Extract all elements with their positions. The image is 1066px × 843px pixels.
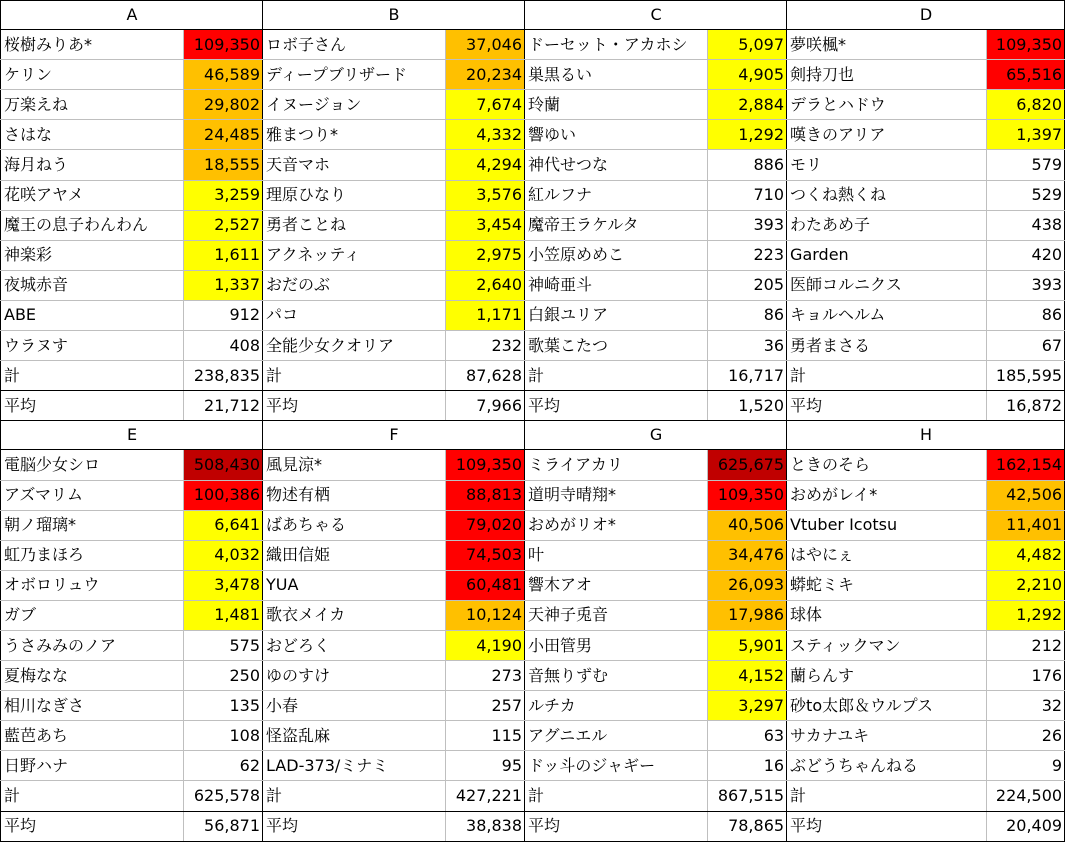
value-cell[interactable]: 212 [987,630,1065,660]
name-cell[interactable]: ときのそら [787,450,987,480]
name-cell[interactable]: 風見涼* [263,450,446,480]
average-value[interactable]: 38,838 [446,811,525,841]
total-value[interactable]: 867,515 [708,781,787,811]
value-cell[interactable]: 575 [184,630,263,660]
average-row [1,391,1065,421]
name-cell[interactable]: 小春 [263,691,446,721]
name-cell[interactable]: 天神子兎音 [525,600,708,630]
name-cell[interactable]: 玲蘭 [525,90,708,120]
total-label[interactable]: 計 [787,781,987,811]
name-cell[interactable]: 剣持刀也 [787,60,987,90]
value-cell[interactable]: 108 [184,721,263,751]
name-cell[interactable]: 万楽えね [1,90,184,120]
value-cell[interactable]: 710 [708,180,787,210]
average-value[interactable]: 56,871 [184,811,263,841]
name-cell[interactable]: おだのぶ [263,270,446,300]
value-cell[interactable]: 4,905 [708,60,787,90]
table-row [1,180,1065,210]
average-label[interactable]: 平均 [787,391,987,421]
name-cell[interactable]: 小笠原めめこ [525,240,708,270]
total-label[interactable]: 計 [1,361,184,391]
value-cell[interactable]: 1,171 [446,300,525,330]
group-header[interactable]: G [525,421,787,450]
value-cell[interactable]: 79,020 [446,510,525,540]
name-cell[interactable]: モリ [787,150,987,180]
name-cell[interactable]: 物述有栖 [263,480,446,510]
name-cell[interactable]: 神楽彩 [1,240,184,270]
value-cell[interactable]: 4,332 [446,120,525,150]
total-value[interactable]: 625,578 [184,781,263,811]
value-cell[interactable]: 176 [987,661,1065,691]
table-row [1,570,1065,600]
group-header[interactable]: B [263,1,525,30]
value-cell[interactable]: 257 [446,691,525,721]
value-cell[interactable]: 625,675 [708,450,787,480]
value-cell[interactable]: 100,386 [184,480,263,510]
value-cell[interactable]: 579 [987,150,1065,180]
name-cell[interactable]: Vtuber Icotsu [787,510,987,540]
name-cell[interactable]: 道明寺晴翔* [525,480,708,510]
value-cell[interactable]: 46,589 [184,60,263,90]
table-row [1,150,1065,180]
value-cell[interactable]: 109,350 [708,480,787,510]
value-cell[interactable]: 4,190 [446,630,525,660]
value-cell[interactable]: 40,506 [708,510,787,540]
name-cell[interactable]: 巣黒るい [525,60,708,90]
group-header-row [1,1,1065,30]
table-row [1,331,1065,361]
value-cell[interactable]: 4,152 [708,661,787,691]
name-cell[interactable]: スティックマン [787,630,987,660]
value-cell[interactable]: 3,259 [184,180,263,210]
name-cell[interactable]: YUA [263,570,446,600]
value-cell[interactable]: 438 [987,210,1065,240]
name-cell[interactable]: 蘭らんす [787,661,987,691]
average-value[interactable]: 20,409 [987,811,1065,841]
value-cell[interactable]: 408 [184,331,263,361]
total-label[interactable]: 計 [525,781,708,811]
average-value[interactable]: 21,712 [184,391,263,421]
name-cell[interactable]: アクネッティ [263,240,446,270]
average-label[interactable]: 平均 [263,811,446,841]
table-row [1,721,1065,751]
table-row [1,120,1065,150]
group-header[interactable]: E [1,421,263,450]
value-cell[interactable]: 393 [708,210,787,240]
value-cell[interactable]: 2,975 [446,240,525,270]
value-cell[interactable]: 7,674 [446,90,525,120]
name-cell[interactable]: 勇者ことね [263,210,446,240]
name-cell[interactable]: 雅まつり* [263,120,446,150]
total-value[interactable]: 224,500 [987,781,1065,811]
name-cell[interactable]: Garden [787,240,987,270]
value-cell[interactable]: 4,482 [987,540,1065,570]
value-cell[interactable]: 62 [184,751,263,781]
name-cell[interactable]: 花咲アヤメ [1,180,184,210]
name-cell[interactable]: ドッ斗のジャギー [525,751,708,781]
value-cell[interactable]: 9 [987,751,1065,781]
name-cell[interactable]: 神代せつな [525,150,708,180]
name-cell[interactable]: 夏梅なな [1,661,184,691]
value-cell[interactable]: 162,154 [987,450,1065,480]
value-cell[interactable]: 223 [708,240,787,270]
value-cell[interactable]: 5,097 [708,30,787,60]
name-cell[interactable]: 紅ルフナ [525,180,708,210]
value-cell[interactable]: 109,350 [446,450,525,480]
name-cell[interactable]: サカナユキ [787,721,987,751]
value-cell[interactable]: 2,527 [184,210,263,240]
value-cell[interactable]: 37,046 [446,30,525,60]
value-cell[interactable]: 250 [184,661,263,691]
name-cell[interactable]: 響木アオ [525,570,708,600]
name-cell[interactable]: ウラヌす [1,331,184,361]
value-cell[interactable]: 60,481 [446,570,525,600]
name-cell[interactable]: キョルヘルム [787,300,987,330]
name-cell[interactable]: アグニエル [525,721,708,751]
name-cell[interactable]: ロボ子さん [263,30,446,60]
name-cell[interactable]: ルチカ [525,691,708,721]
name-cell[interactable]: おめがリオ* [525,510,708,540]
name-cell[interactable]: ばあちゃる [263,510,446,540]
value-cell[interactable]: 86 [708,300,787,330]
average-label[interactable]: 平均 [787,811,987,841]
name-cell[interactable]: オボロリュウ [1,570,184,600]
average-label[interactable]: 平均 [1,391,184,421]
value-cell[interactable]: 74,503 [446,540,525,570]
value-cell[interactable]: 36 [708,331,787,361]
value-cell[interactable]: 32 [987,691,1065,721]
value-cell[interactable]: 205 [708,270,787,300]
table-row [1,30,1065,60]
average-label[interactable]: 平均 [525,391,708,421]
value-cell[interactable]: 393 [987,270,1065,300]
value-cell[interactable]: 1,337 [184,270,263,300]
name-cell[interactable]: 天音マホ [263,150,446,180]
name-cell[interactable]: アズマリム [1,480,184,510]
average-value[interactable]: 16,872 [987,391,1065,421]
value-cell[interactable]: 88,813 [446,480,525,510]
total-row [1,361,1065,391]
name-cell[interactable]: 海月ねう [1,150,184,180]
name-cell[interactable]: ガブ [1,600,184,630]
value-cell[interactable]: 273 [446,661,525,691]
average-label[interactable]: 平均 [525,811,708,841]
value-cell[interactable]: 3,454 [446,210,525,240]
name-cell[interactable]: 神崎亜斗 [525,270,708,300]
value-cell[interactable]: 529 [987,180,1065,210]
value-cell[interactable]: 109,350 [987,30,1065,60]
name-cell[interactable]: ケリン [1,60,184,90]
value-cell[interactable]: 18,555 [184,150,263,180]
total-label[interactable]: 計 [263,781,446,811]
table-row [1,300,1065,330]
name-cell[interactable]: 桜樹みりあ* [1,30,184,60]
value-cell[interactable]: 5,901 [708,630,787,660]
name-cell[interactable]: 嘆きのアリア [787,120,987,150]
name-cell[interactable]: 砂to太郎＆ウルプス [787,691,987,721]
total-label[interactable]: 計 [1,781,184,811]
name-cell[interactable]: 電脳少女シロ [1,450,184,480]
table-row [1,210,1065,240]
value-cell[interactable]: 42,506 [987,480,1065,510]
name-cell[interactable]: ABE [1,300,184,330]
table-row [1,691,1065,721]
value-cell[interactable]: 886 [708,150,787,180]
table-row [1,540,1065,570]
name-cell[interactable]: 響ゆい [525,120,708,150]
value-cell[interactable]: 17,986 [708,600,787,630]
name-cell[interactable]: うさみみのノア [1,630,184,660]
name-cell[interactable]: 球体 [787,600,987,630]
value-cell[interactable]: 24,485 [184,120,263,150]
total-label[interactable]: 計 [525,361,708,391]
total-value[interactable]: 238,835 [184,361,263,391]
table-row [1,630,1065,660]
table-row [1,600,1065,630]
table-row [1,450,1065,480]
average-label[interactable]: 平均 [1,811,184,841]
name-cell[interactable]: 音無りずむ [525,661,708,691]
name-cell[interactable]: 夜城赤音 [1,270,184,300]
name-cell[interactable]: ドーセット・アカホシ [525,30,708,60]
name-cell[interactable]: ゆのすけ [263,661,446,691]
name-cell[interactable]: イヌージョン [263,90,446,120]
total-value[interactable]: 87,628 [446,361,525,391]
name-cell[interactable]: 叶 [525,540,708,570]
table-row [1,90,1065,120]
name-cell[interactable]: 勇者まさる [787,331,987,361]
average-label[interactable]: 平均 [263,391,446,421]
group-header-row [1,421,1065,450]
value-cell[interactable]: 2,884 [708,90,787,120]
group-header[interactable]: H [787,421,1065,450]
value-cell[interactable]: 135 [184,691,263,721]
value-cell[interactable]: 2,210 [987,570,1065,600]
group-header[interactable]: D [787,1,1065,30]
name-cell[interactable]: デラとハドウ [787,90,987,120]
value-cell[interactable]: 3,576 [446,180,525,210]
name-cell[interactable]: 朝ノ瑠璃* [1,510,184,540]
value-cell[interactable]: 1,292 [708,120,787,150]
name-cell[interactable]: 医師コルニクス [787,270,987,300]
name-cell[interactable]: パコ [263,300,446,330]
value-cell[interactable]: 20,234 [446,60,525,90]
name-cell[interactable]: 虹乃まほろ [1,540,184,570]
name-cell[interactable]: 日野ハナ [1,751,184,781]
table-row [1,751,1065,781]
name-cell[interactable]: 歌衣メイカ [263,600,446,630]
name-cell[interactable]: 全能少女クオリア [263,331,446,361]
name-cell[interactable]: つくね熱くね [787,180,987,210]
name-cell[interactable]: はやにぇ [787,540,987,570]
total-label[interactable]: 計 [263,361,446,391]
value-cell[interactable]: 6,641 [184,510,263,540]
value-cell[interactable]: 109,350 [184,30,263,60]
total-value[interactable]: 185,595 [987,361,1065,391]
value-cell[interactable]: 912 [184,300,263,330]
value-cell[interactable]: 10,124 [446,600,525,630]
name-cell[interactable]: 魔帝王ラケルタ [525,210,708,240]
name-cell[interactable]: わたあめ子 [787,210,987,240]
value-cell[interactable]: 26 [987,721,1065,751]
name-cell[interactable]: 蟒蛇ミキ [787,570,987,600]
value-cell[interactable]: 65,516 [987,60,1065,90]
total-label[interactable]: 計 [787,361,987,391]
average-value[interactable]: 1,520 [708,391,787,421]
name-cell[interactable]: 理原ひなり [263,180,446,210]
average-value[interactable]: 78,865 [708,811,787,841]
name-cell[interactable]: おめがレイ* [787,480,987,510]
value-cell[interactable]: 3,297 [708,691,787,721]
value-cell[interactable]: 95 [446,751,525,781]
value-cell[interactable]: 508,430 [184,450,263,480]
table-row [1,661,1065,691]
average-row [1,811,1065,841]
value-cell[interactable]: 67 [987,331,1065,361]
name-cell[interactable]: 怪盗乱麻 [263,721,446,751]
total-row [1,781,1065,811]
value-cell[interactable]: 86 [987,300,1065,330]
value-cell[interactable]: 6,820 [987,90,1065,120]
table-row [1,270,1065,300]
name-cell[interactable]: ディープブリザード [263,60,446,90]
name-cell[interactable]: 藍芭あち [1,721,184,751]
value-cell[interactable]: 420 [987,240,1065,270]
value-cell[interactable]: 1,292 [987,600,1065,630]
value-cell[interactable]: 4,032 [184,540,263,570]
value-cell[interactable]: 115 [446,721,525,751]
table-row [1,510,1065,540]
value-cell[interactable]: 63 [708,721,787,751]
name-cell[interactable]: 小田管男 [525,630,708,660]
value-cell[interactable]: 1,481 [184,600,263,630]
value-cell[interactable]: 232 [446,331,525,361]
group-header[interactable]: C [525,1,787,30]
value-cell[interactable]: 3,478 [184,570,263,600]
name-cell[interactable]: さはな [1,120,184,150]
value-cell[interactable]: 16 [708,751,787,781]
name-cell[interactable]: ぶどうちゃんねる [787,751,987,781]
name-cell[interactable]: LAD-373/ミナミ [263,751,446,781]
group-header[interactable]: A [1,1,263,30]
name-cell[interactable]: 相川なぎさ [1,691,184,721]
value-cell[interactable]: 11,401 [987,510,1065,540]
value-cell[interactable]: 2,640 [446,270,525,300]
value-cell[interactable]: 1,611 [184,240,263,270]
value-cell[interactable]: 4,294 [446,150,525,180]
average-value[interactable]: 7,966 [446,391,525,421]
name-cell[interactable]: ミライアカリ [525,450,708,480]
group-header[interactable]: F [263,421,525,450]
name-cell[interactable]: 織田信姫 [263,540,446,570]
table-row [1,60,1065,90]
table-row [1,480,1065,510]
table-row [1,240,1065,270]
name-cell[interactable]: 白銀ユリア [525,300,708,330]
name-cell[interactable]: おどろく [263,630,446,660]
total-value[interactable]: 16,717 [708,361,787,391]
value-cell[interactable]: 34,476 [708,540,787,570]
name-cell[interactable]: 歌葉こたつ [525,331,708,361]
name-cell[interactable]: 夢咲楓* [787,30,987,60]
value-cell[interactable]: 26,093 [708,570,787,600]
total-value[interactable]: 427,221 [446,781,525,811]
value-cell[interactable]: 29,802 [184,90,263,120]
name-cell[interactable]: 魔王の息子わんわん [1,210,184,240]
value-cell[interactable]: 1,397 [987,120,1065,150]
